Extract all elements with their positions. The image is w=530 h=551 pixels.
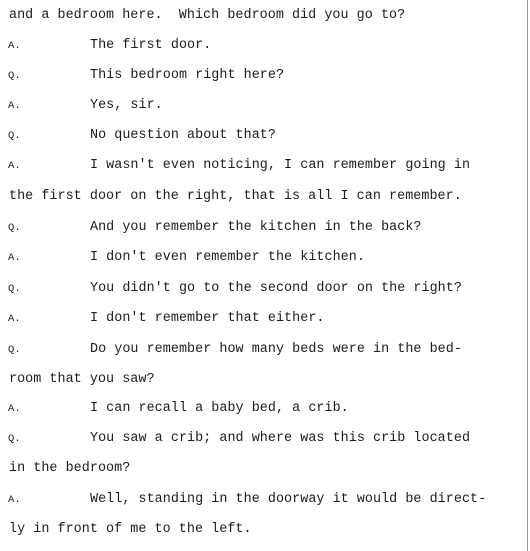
question-text: This bedroom right here? (90, 68, 285, 83)
continuation-text: in the bedroom? (9, 461, 131, 476)
answer-text: I don't remember that either. (90, 311, 325, 326)
speaker-label: Q. (8, 344, 21, 356)
speaker-label: A. (8, 160, 21, 172)
question-text: You didn't go to the second door on the right? (90, 281, 462, 296)
speaker-label: A. (8, 252, 21, 264)
answer-text: I don't even remember the kitchen. (90, 250, 365, 265)
question-text: Do you remember how many beds were in the bed- (90, 342, 462, 357)
transcript-line (0, 219, 422, 237)
question-text: You saw a crib; and where was this crib located (90, 431, 471, 446)
transcript-line (0, 7, 406, 25)
continuation-text: room that you saw? (9, 372, 155, 387)
speaker-label: A. (8, 494, 21, 506)
transcript-line (0, 127, 276, 145)
transcript-line (0, 341, 462, 359)
speaker-label: Q. (8, 222, 21, 234)
speaker-label: A. (8, 40, 21, 52)
question-text: No question about that? (90, 128, 276, 143)
speaker-label: Q. (8, 433, 21, 445)
transcript-line (0, 310, 325, 328)
page-edge-divider (527, 0, 528, 551)
continuation-text: ly in front of me to the left. (9, 522, 252, 537)
question-text: And you remember the kitchen in the back? (90, 220, 422, 235)
speaker-label: A. (8, 403, 21, 415)
speaker-label: A. (8, 100, 21, 112)
transcript-line (0, 400, 349, 418)
speaker-label: Q. (8, 130, 21, 142)
answer-text: Yes, sir. (90, 98, 163, 113)
transcript-line (0, 371, 155, 389)
transcript-line (0, 37, 212, 55)
transcript-line (0, 430, 471, 448)
speaker-label: A. (8, 313, 21, 325)
answer-text: I can recall a baby bed, a crib. (90, 401, 349, 416)
transcript-line (0, 157, 471, 175)
answer-text: Well, standing in the doorway it would be direct- (90, 492, 487, 507)
speaker-label: Q. (8, 70, 21, 82)
transcript-line (0, 188, 462, 206)
speaker-label: Q. (8, 283, 21, 295)
transcript-line (0, 521, 252, 539)
transcript-line (0, 280, 462, 298)
answer-text: The first door. (90, 38, 212, 53)
transcript-line (0, 460, 131, 478)
continuation-text: and a bedroom here. Which bedroom did you go to? (9, 8, 406, 23)
transcript-line (0, 67, 285, 85)
transcript-line (0, 97, 163, 115)
transcript-line (0, 491, 487, 509)
continuation-text: the first door on the right, that is all I can remember. (9, 189, 462, 204)
transcript-line (0, 249, 365, 267)
answer-text: I wasn't even noticing, I can remember going in (90, 158, 471, 173)
